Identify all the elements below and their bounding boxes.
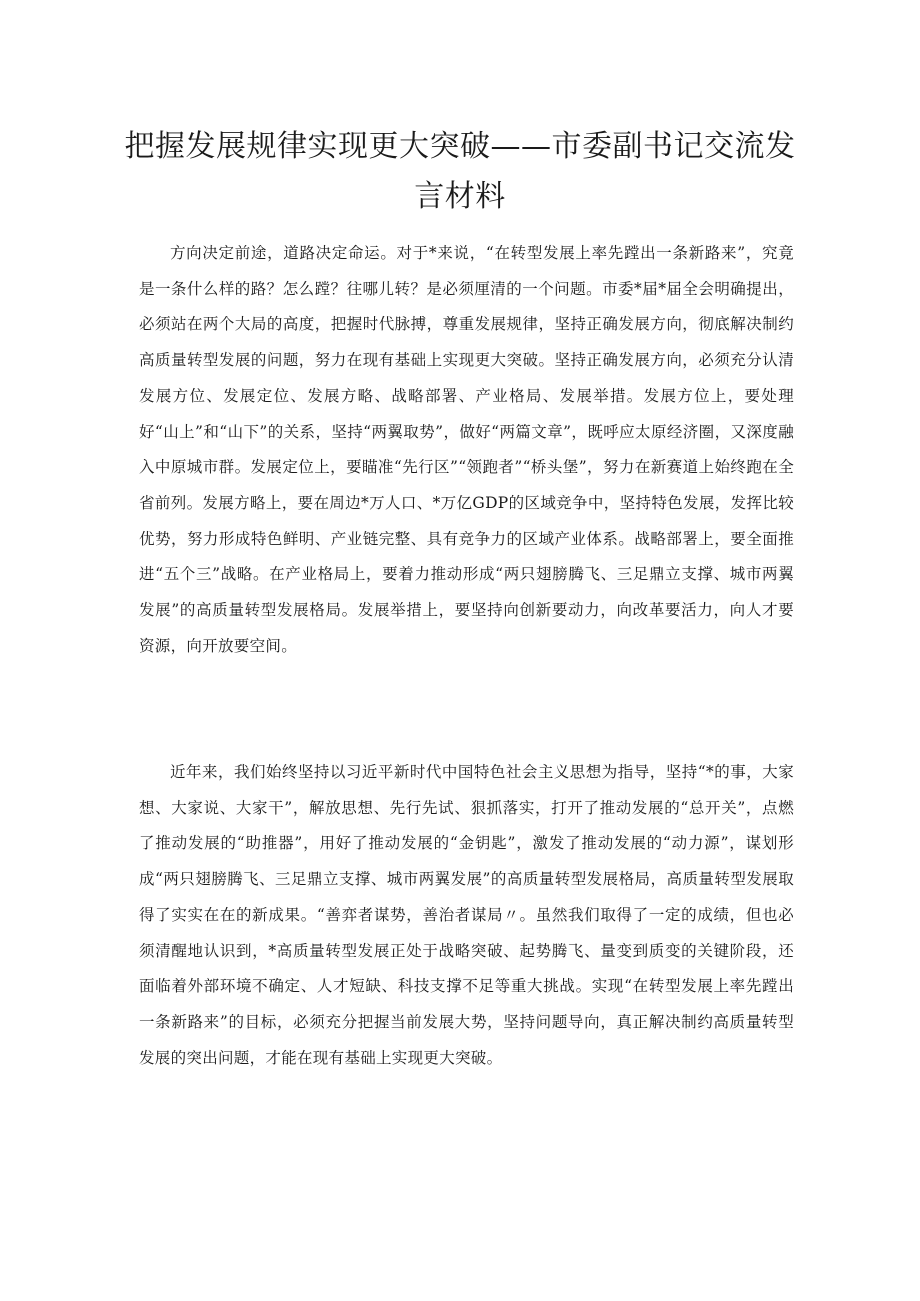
paragraph-1: 方向决定前途，道路决定命运。对于*来说，“在转型发展上率先蹚出一条新路来”，究竟是一条什么样的路？怎么蹚？往哪儿转？是必须厘清的一个问题。市委*届*届全会明确提出，必须站在两个大局的高度，把握时代脉搏，尊重发展规律，坚持正确发展方向，彻底解决制约高质量转型发展的问题，努力在现有基础上实现更大突破。坚持正确发展方向，必须充分认清发展方位、发展定位、发展方略、战略部署、产业格局、发展举措。发展方位上，要处理好“山上”和“山下”的关系，坚持“两翼取势”，做好“两篇文章”，既呼应太原经济圈，又深度融入中原城市群。发展定位上，要瞄准“先行区”“领跑者”“桥头堡”，努力在新赛道上始终跑在全省前列。发展方略上，要在周边*万人口、*万亿GDP的区域竞争中，坚持特色发展，发挥比较优势，努力形成特色鲜明、产业链完整、具有竞争力的区域产业体系。战略部署上，要全面推进“五个三”战略。在产业格局上，要着力推动形成“两只翅膀腾飞、三足鼎立支撑、城市两翼发展”的高质量转型发展格局。发展举措上，要坚持向创新要动力，向改革要活力，向人才要资源，向开放要空间。 [139, 244, 794, 655]
document-title: 把握发展规律实现更大突破——市委副书记交流发言材料 [124, 129, 796, 214]
paragraph-2: 近年来，我们始终坚持以习近平新时代中国特色社会主义思想为指导，坚持“*的事，大家想、大家说、大家干”，解放思想、先行先试、狠抓落实，打开了推动发展的“总开关”，点燃了推动发展的“助推器”，用好了推动发展的“金钥匙”，激发了推动发展的“动力源”，谋划形成“两只翅膀腾飞、三足鼎立支撑、城市两翼发展”的高质量转型发展格局，高质量转型发展取得了实实在在的新成果。“善弈者谋势，善治者谋局〃。虽然我们取得了一定的成绩，但也必须清醒地认识到，*高质量转型发展正处于战略突破、起势腾飞、量变到质变的关键阶段，还面临着外部环境不确定、人才短缺、科技支撑不足等重大挑战。实现“在转型发展上率先蹚出一条新路来”的目标，必须充分把握当前发展大势，坚持问题导向，真正解决制约高质量转型发展的突出问题，才能在现有基础上实现更大突破。 [139, 763, 794, 1067]
